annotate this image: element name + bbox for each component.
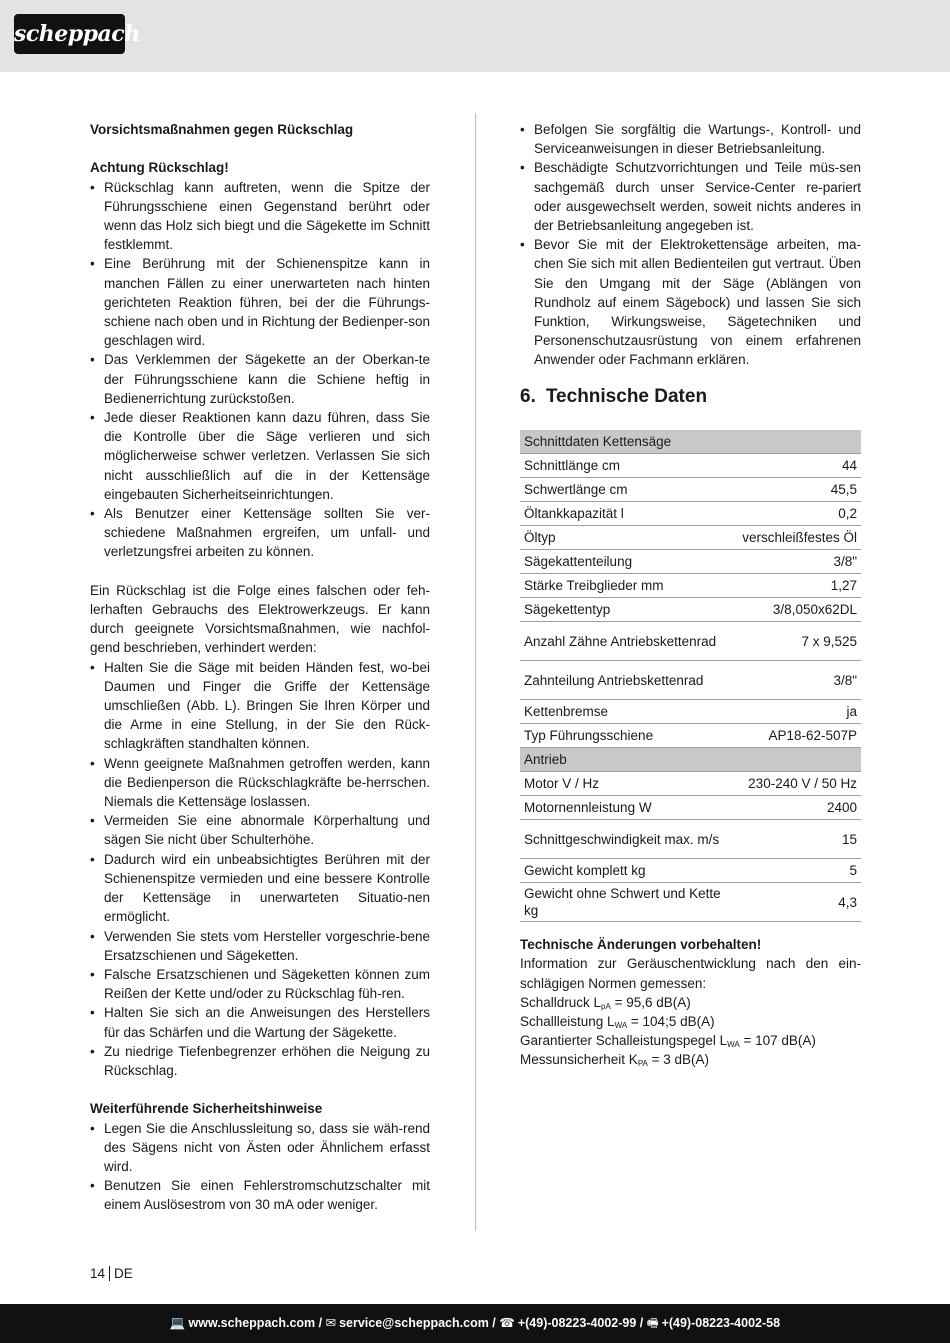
list-item: • Jede dieser Reaktionen kann dazu führen, dass Sie die Kontrolle über die Säge verlieren und sich möglicherweise schwer verletzen. Verlassen Sie sich nicht ausschließlich auf die in der Kettensäge eingebauten Sicherheitseinrichtungen.	[90, 408, 430, 504]
list-item: • Beschädigte Schutzvorrichtungen und Teile müs-sen sachgemäß durch unser Service-Center re-pariert oder ausgewechselt werden, soweit nichts anderes in der Betriebsanleitung angegeben ist.	[520, 158, 861, 235]
footer-website[interactable]: www.scheppach.com	[188, 1316, 316, 1330]
table-cell-value: 4,3	[738, 883, 861, 922]
table-row	[520, 883, 861, 922]
prevention-bullet-list	[90, 658, 430, 1080]
table-cell-value: 3/8"	[738, 550, 861, 574]
table-row	[520, 622, 861, 661]
table-row	[520, 454, 861, 478]
table-cell-label: Zahnteilung Antriebskettenrad	[520, 661, 738, 700]
measurement-uncertainty-line: Messunsicherheit $K_{PA} = 3$ dB(A)	[520, 1052, 710, 1069]
list-item: • Vermeiden Sie eine abnormale Körperhaltung und sägen Sie nicht über Schulterhöhe.	[90, 811, 430, 849]
table-cell-value: 0,2	[738, 502, 861, 526]
table-row	[520, 574, 861, 598]
guaranteed-sound-power-line: Garantierter Schalleistungspegel $L_{WA} = 107$ dB(A)	[520, 1033, 816, 1050]
table-cell-label: Stärke Treibglieder mm	[520, 574, 738, 598]
table-row	[520, 820, 861, 859]
table-cell-label: Typ Führungsschiene	[520, 724, 738, 748]
table-cell-label: Gewicht komplett kg	[520, 859, 738, 883]
table-cell-label: Motornennleistung W	[520, 796, 738, 820]
maintenance-bullet-list	[520, 120, 861, 370]
list-item: • Rückschlag kann auftreten, wenn die Spitze der Führungsschiene einen Gegenstand berührt oder wenn das Holz sich biegt und die Sägekette im Schnitt festklemmt.	[90, 178, 430, 255]
list-item: • Befolgen Sie sorgfältig die Wartungs-, Kontroll- und Serviceanweisungen in dieser Betriebsanleitung.	[520, 120, 861, 158]
table-cell-label: Kettenbremse	[520, 700, 738, 724]
list-item: • Verwenden Sie stets vom Hersteller vorgeschrie-bene Ersatzschienen und Sägeketten.	[90, 927, 430, 965]
table-row	[520, 502, 861, 526]
sound-power-line: Schallleistung $L_{WA}$ = 104;5 dB(A)	[520, 1013, 715, 1030]
right-column	[520, 120, 861, 1070]
list-item: • Bevor Sie mit der Elektrokettensäge arbeiten, ma-chen Sie sich mit allen Bedienteilen gut vertraut. Üben Sie den Umgang mit der Säge (Ablängen von Rundholz auf einem Sägebock) und lassen Sie sich Funktion, Wirkungsweise, Sägetechniken und Personenschutzausrüstung von einem erfahrenen Anwender oder Fachmann erklären.	[520, 235, 861, 369]
further-safety-bullet-list	[90, 1119, 430, 1215]
list-item: • Legen Sie die Anschlussleitung so, dass sie wäh-rend des Sägens nicht von Ästen oder Ähnlichem erfasst wird.	[90, 1119, 430, 1177]
noise-intro: Information zur Geräuschentwicklung nach den ein-schlägigen Normen gemessen:	[520, 956, 861, 991]
table-cell-value: 7 x 9,525	[738, 622, 861, 661]
table-row	[520, 772, 861, 796]
table-cell-value: ja	[738, 700, 861, 724]
footer-phone: +(49)-08223-4002-99	[517, 1316, 637, 1330]
table-row	[520, 550, 861, 574]
list-item: • Benutzen Sie einen Fehlerstromschutzschalter mit einem Auslösestrom von 30 mA oder weniger.	[90, 1176, 430, 1214]
page-language: DE	[114, 1266, 133, 1281]
technical-data-table	[520, 430, 861, 923]
table-cell-value: 2400	[738, 796, 861, 820]
table-cell-label: Öltankkapazität l	[520, 502, 738, 526]
table-group-label: Antrieb	[520, 748, 861, 772]
table-row	[520, 724, 861, 748]
table-cell-label: Schwertlänge cm	[520, 478, 738, 502]
fax-icon: 🖷	[646, 1316, 659, 1330]
list-item: • Dadurch wird ein unbeabsichtigtes Berühren mit der Schienenspitze vermieden und eine bessere Kontrolle der Kettensäge in unerwarteten Situatio-nen ermöglicht.	[90, 850, 430, 927]
kickback-heading: Vorsichtsmaßnahmen gegen Rückschlag	[90, 122, 354, 137]
table-cell-value: 3/8"	[738, 661, 861, 700]
list-item: • Als Benutzer einer Kettensäge sollten Sie ver-schiedene Maßnahmen ergreifen, um unfall- und verletzungsfrei arbeiten zu können.	[90, 504, 430, 562]
table-cell-value: AP18-62-507P	[738, 724, 861, 748]
page-number-separator	[109, 1266, 110, 1281]
table-row	[520, 598, 861, 622]
changes-reserved-note: Technische Änderungen vorbehalten!	[520, 937, 762, 953]
table-cell-label: Öltyp	[520, 526, 738, 550]
table-row	[520, 478, 861, 502]
page-number	[90, 1266, 133, 1281]
phone-icon: ☎	[499, 1316, 515, 1330]
table-cell-label: Gewicht ohne Schwert und Kette kg	[520, 883, 738, 922]
section-title-text: Technische Daten	[545, 385, 708, 407]
kickback-paragraph: Ein Rückschlag ist die Folge eines falschen oder feh-lerhaften Gebrauchs des Elektrowerkzeugs. Er kann durch geeignete Vorsichtsmaßnahmen, wie nachfol-gend beschrieben, verhindert werden:	[90, 582, 430, 656]
table-cell-value: 1,27	[738, 574, 861, 598]
sound-pressure-line: Schalldruck $L_{pA} = 95,6$ dB(A)	[520, 994, 691, 1011]
list-item: • Falsche Ersatzschienen und Sägeketten können zum Reißen der Kette und/oder zu Rückschlag füh-ren.	[90, 965, 430, 1003]
further-safety-heading: Weiterführende Sicherheitshinweise	[90, 1101, 323, 1117]
list-item: • Halten Sie die Säge mit beiden Händen fest, wo-bei Daumen und Finger die Griffe der Kettensäge umschließen (Abb. L). Bringen Sie Ihren Körper und die Arme in eine Stellung, in der Sie den Rück-schlagkräften standhalten können.	[90, 658, 430, 754]
table-cell-label: Sägekettentyp	[520, 598, 738, 622]
section-title	[520, 386, 861, 408]
table-row	[520, 859, 861, 883]
table-cell-value: verschleißfestes Öl	[738, 526, 861, 550]
left-column	[90, 120, 430, 1215]
table-group-header	[520, 430, 861, 454]
noise-notes	[520, 935, 861, 1069]
email-icon: ✉	[325, 1316, 337, 1330]
table-row	[520, 796, 861, 820]
scheppach-logo: scheppach	[14, 14, 125, 54]
table-cell-value: 230-240 V / 50 Hz	[738, 772, 861, 796]
kickback-warning-heading: Achtung Rückschlag!	[90, 160, 229, 176]
section-number: 6.	[520, 385, 536, 407]
column-divider	[475, 113, 476, 1231]
table-cell-value: 44	[738, 454, 861, 478]
table-row	[520, 661, 861, 700]
header-bar	[0, 0, 950, 72]
kickback-bullet-list	[90, 178, 430, 562]
list-item: • Zu niedrige Tiefenbegrenzer erhöhen die Neigung zu Rückschlag.	[90, 1042, 430, 1080]
table-group-label: Schnittdaten Kettensäge	[520, 430, 861, 454]
table-group-header	[520, 748, 861, 772]
list-item: • Wenn geeignete Maßnahmen getroffen werden, kann die Bedienperson die Rückschlagkräfte be-herrschen. Niemals die Kettensäge loslassen.	[90, 754, 430, 812]
table-cell-label: Sägekattenteilung	[520, 550, 738, 574]
footer-bar: 💻 www.scheppach.com / ✉ service@scheppach.com / ☎ +(49)-08223-4002-99 / 🖷 +(49)-08223-4002-58	[0, 1304, 950, 1343]
table-cell-label: Anzahl Zähne Antriebskettenrad	[520, 622, 738, 661]
table-cell-label: Motor V / Hz	[520, 772, 738, 796]
table-cell-value: 15	[738, 820, 861, 859]
table-cell-value: 3/8,050x62DL	[738, 598, 861, 622]
list-item: • Halten Sie sich an die Anweisungen des Herstellers für das Schärfen und die Wartung der Sägekette.	[90, 1003, 430, 1041]
table-row	[520, 526, 861, 550]
table-cell-label: Schnittlänge cm	[520, 454, 738, 478]
list-item: • Eine Berührung mit der Schienenspitze kann in manchen Fällen zu einer unerwarteten nach hinten gerichteten Reaktion führen, bei der die Führungs-schiene nach oben und in Richtung der Bedienper-son geschlagen wird.	[90, 254, 430, 350]
table-cell-value: 5	[738, 859, 861, 883]
table-cell-label: Schnittgeschwindigkeit max. m/s	[520, 820, 738, 859]
table-cell-value: 45,5	[738, 478, 861, 502]
page-number-value: 14	[90, 1266, 106, 1281]
list-item: • Das Verklemmen der Sägekette an der Oberkan-te der Führungsschiene kann die Schiene heftig in Bedienerrichtung zurückstoßen.	[90, 350, 430, 408]
computer-icon: 💻	[169, 1316, 186, 1330]
footer-email[interactable]: service@scheppach.com	[339, 1316, 489, 1330]
table-row	[520, 700, 861, 724]
footer-fax: +(49)-08223-4002-58	[661, 1316, 781, 1330]
